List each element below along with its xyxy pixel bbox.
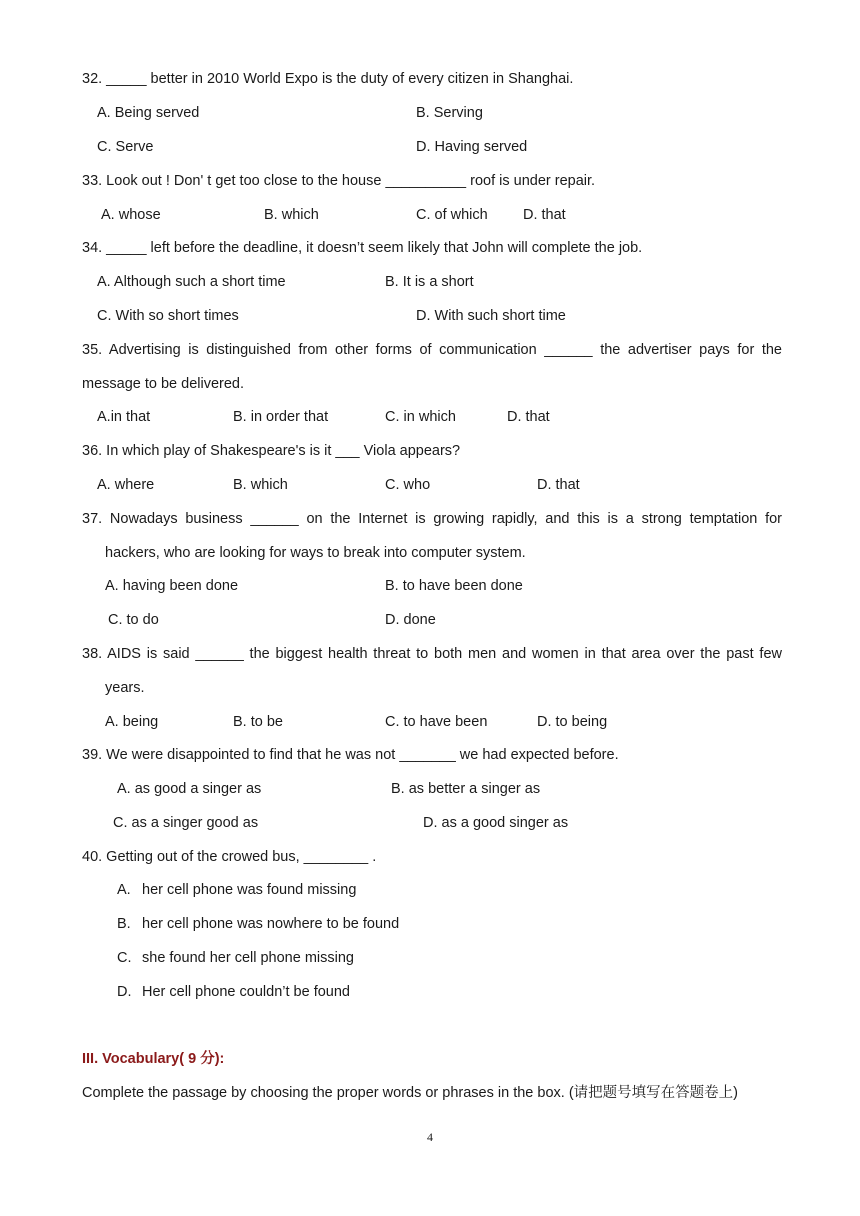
page-number: 4: [427, 1130, 433, 1144]
q37-option-d: D. done: [385, 612, 436, 628]
q34-option-d: D. With such short time: [416, 308, 566, 324]
q39-option-c: C. as a singer good as: [113, 815, 259, 831]
q32-option-b: B. Serving: [416, 105, 483, 121]
q32-option-a: A. Being served: [97, 105, 200, 121]
q33-option-b: B. which: [264, 207, 319, 223]
question-32-stem: 32. _____ better in 2010 World Expo is the duty of every citizen in Shanghai.: [82, 71, 574, 87]
question-33-stem: 33. Look out ! Don' t get too close to the house __________ roof is under repair.: [82, 173, 596, 189]
q40-option-a-letter: A.: [117, 882, 131, 898]
q40-option-d-letter: D.: [117, 984, 132, 1000]
q40-option-d: Her cell phone couldn’t be found: [142, 984, 350, 1000]
q33-option-c: C. of which: [416, 207, 488, 223]
q35-option-d: D. that: [507, 409, 550, 425]
q40-option-c-letter: C.: [117, 950, 132, 966]
question-39-stem: 39. We were disappointed to find that he was not _______ we had expected before.: [82, 747, 619, 763]
q36-option-a: A. where: [97, 477, 155, 493]
question-34-stem: 34. _____ left before the deadline, it doesn’t seem likely that John will complete the job.: [82, 240, 643, 256]
q33-option-d: D. that: [523, 207, 566, 223]
question-40-stem: 40. Getting out of the crowed bus, ________ .: [82, 849, 377, 865]
q40-option-a: her cell phone was found missing: [142, 882, 357, 898]
q40-option-c: she found her cell phone missing: [142, 950, 354, 966]
q32-option-d: D. Having served: [416, 139, 528, 155]
q38-option-d: D. to being: [537, 714, 608, 730]
question-38-stem-line1: 38. AIDS is said ______ the biggest health threat to both men and women in that area over the past few: [82, 646, 782, 662]
q39-option-a: A. as good a singer as: [117, 781, 262, 797]
q38-option-c: C. to have been: [385, 714, 488, 730]
q34-option-b: B. It is a short: [385, 274, 474, 290]
q37-option-a: A. having been done: [105, 578, 239, 594]
q38-option-b: B. to be: [233, 714, 283, 730]
q35-option-c: C. in which: [385, 409, 456, 425]
section-instruction: Complete the passage by choosing the proper words or phrases in the box. (请把题号填写在答题卷上): [82, 1085, 738, 1101]
question-35-stem-line2: message to be delivered.: [82, 376, 245, 392]
q40-option-b-letter: B.: [117, 916, 131, 932]
q36-option-d: D. that: [537, 477, 580, 493]
q34-option-c: C. With so short times: [97, 308, 239, 324]
q33-option-a: A. whose: [101, 207, 161, 223]
question-37-stem-line2: hackers, who are looking for ways to break into computer system.: [105, 545, 526, 561]
q35-option-a: A.in that: [97, 409, 151, 425]
q37-option-c: C. to do: [108, 612, 159, 628]
question-35-stem-line1: 35. Advertising is distinguished from other forms of communication ______ the advertiser pays for the: [82, 342, 782, 358]
q38-option-a: A. being: [105, 714, 159, 730]
section-heading-vocabulary: III. Vocabulary( 9 分):: [82, 1051, 225, 1067]
q37-option-b: B. to have been done: [385, 578, 523, 594]
q36-option-b: B. which: [233, 477, 288, 493]
question-36-stem: 36. In which play of Shakespeare's is it ___ Viola appears?: [82, 443, 461, 459]
q39-option-b: B. as better a singer as: [391, 781, 541, 797]
q39-option-d: D. as a good singer as: [423, 815, 569, 831]
q32-option-c: C. Serve: [97, 139, 154, 155]
question-37-stem-line1: 37. Nowadays business ______ on the Internet is growing rapidly, and this is a strong temptation for: [82, 511, 782, 527]
q35-option-b: B. in order that: [233, 409, 329, 425]
q36-option-c: C. who: [385, 477, 431, 493]
q34-option-a: A. Although such a short time: [97, 274, 286, 290]
q40-option-b: her cell phone was nowhere to be found: [142, 916, 400, 932]
question-38-stem-line2: years.: [105, 680, 145, 696]
